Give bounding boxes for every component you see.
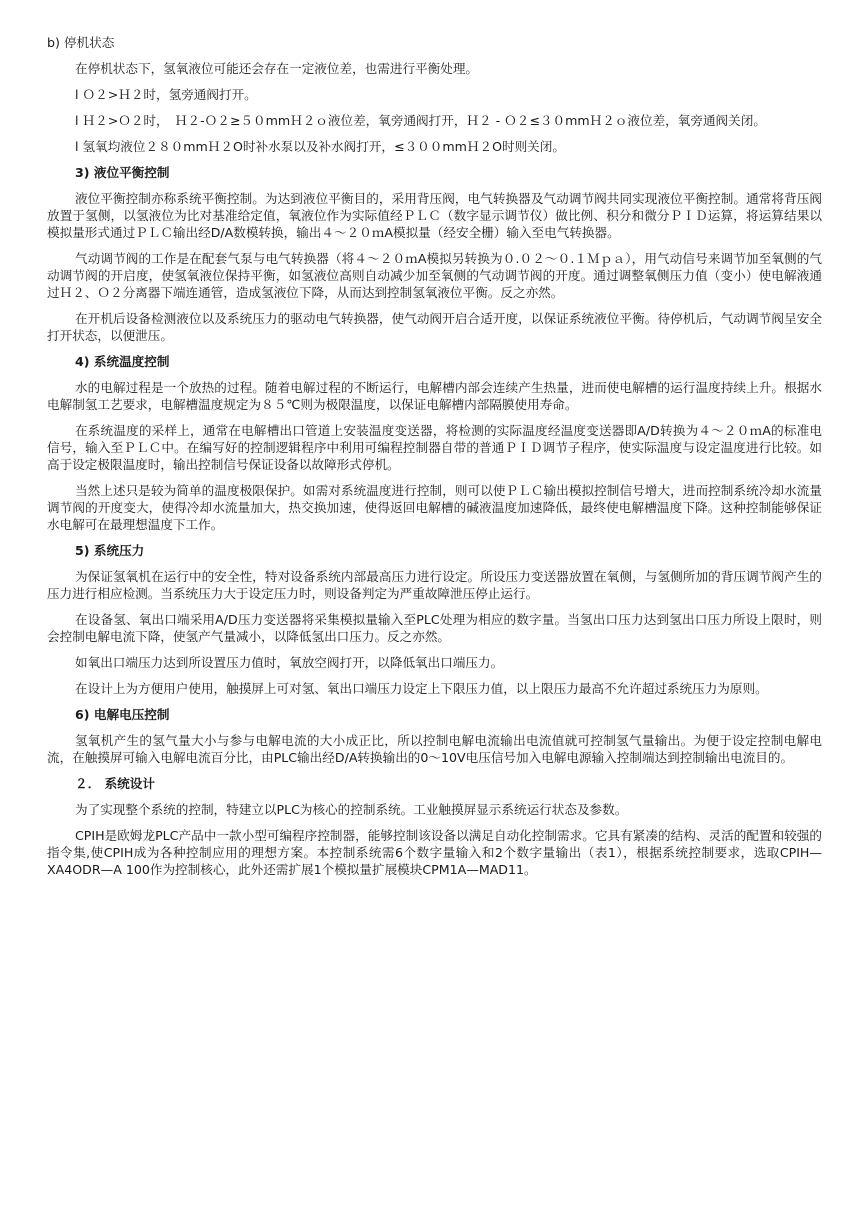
paragraph: 液位平衡控制亦称系统平衡控制。为达到液位平衡目的，采用背压阀，电气转换器及气动调节阀共同实现液位平衡控制。通常将背压阀放置于氢侧，以氢液位为比对基准给定值，氧液位作为实际值经ＰＬＣ（数字显示调节仪）做比例、积分和微分ＰＩＤ运算，将运算结果以模拟量形式通过ＰＬＣ输出经D/A数模转换，输出４～２０ｍA模拟量（经安全栅）输入至电气转换器。 xyxy=(47,191,822,240)
paragraph: 在系统温度的采样上，通常在电解槽出口管道上安装温度变送器，将检测的实际温度经温度变送器即A/D转换为４～２０ｍA的标准电信号，输入至ＰＬＣ中。在编写好的控制逻辑程序中利用可编程控制器自带的普通ＰＩＤ调节子程序，使实际温度与设定温度进行比较。如高于设定极限温度时，输出控制信号保证设备以故障形式停机。 xyxy=(47,423,822,472)
paragraph: 在开机后设备检测液位以及系统压力的驱动电气转换器，使气动阀开启合适开度，以保证系统液位平衡。待停机后，气动调节阀呈安全打开状态，以便泄压。 xyxy=(47,311,822,343)
bullet-item-2: l Ｈ２>Ｏ２时， Ｈ２-Ｏ２≥５０mmＨ２ｏ液位差，氧旁通阀打开，Ｈ２ - Ｏ２≤３０mmＨ２ｏ液位差，氧旁通阀关闭。 xyxy=(75,113,766,128)
section-b-title: b) 停机状态 xyxy=(47,35,115,50)
paragraph: 如氧出口端压力达到所设置压力值时，氧放空阀打开，以降低氧出口端压力。 xyxy=(75,655,504,670)
paragraph: 当然上述只是较为简单的温度极限保护。如需对系统温度进行控制，则可以使ＰＬＣ输出模拟控制信号增大，进而控制系统冷却水流量调节阀的开度变大，使得冷却水流量加大，热交换加速，使得返回电解槽的碱液温度加速降低，最终使电解槽温度下降。这种控制能够保证水电解可在最理想温度下工作。 xyxy=(47,483,822,532)
paragraph: 在设计上为方便用户使用，触摸屏上可对氢、氧出口端压力设定上下限压力值，以上限压力最高不允许超过系统压力为原则。 xyxy=(75,681,768,696)
paragraph: 气动调节阀的工作是在配套气泵与电气转换器（将４～２０ｍA模拟另转换为０.０２～０.１Ｍｐａ），用气动信号来调节加至氧侧的气动调节阀的开启度，使氢氧液位保持平衡，如氢液位高则自动减少加至氧侧的气动调节阀的开度。通过调整氧侧压力值（变小）使电解液通过Ｈ２、Ｏ２分离器下端连通管，造成氢液位下降，从而达到控制氢氧液位平衡。反之亦然。 xyxy=(47,251,822,300)
paragraph: 在设备氢、氧出口端采用A/D压力变送器将采集模拟量输入至PLC处理为相应的数字量。当氢出口压力达到氢出口压力所设上限时，则会控制电解电流下降，使氢产气量减小，以降低氢出口压力。反之亦然。 xyxy=(47,612,822,644)
section-3-title: 3) 液位平衡控制 xyxy=(75,165,170,180)
section-b-intro: 在停机状态下，氢氧液位可能还会存在一定液位差，也需进行平衡处理。 xyxy=(75,61,478,76)
bullet-item-3: l 氢氧均液位２８０mmＨ２O时补水泵以及补水阀打开，≤３００mmＨ２O时则关闭。 xyxy=(75,139,565,154)
section-4-title: 4) 系统温度控制 xyxy=(75,354,170,369)
section-6-title: 6) 电解电压控制 xyxy=(75,707,170,722)
bullet-item-1: l Ｏ２>Ｈ２时，氢旁通阀打开。 xyxy=(75,87,257,102)
paragraph: 水的电解过程是一个放热的过程。随着电解过程的不断运行，电解槽内部会连续产生热量，进而使电解槽的运行温度持续上升。根据水电解制氢工艺要求，电解槽温度规定为８５℃则为极限温度，以保证电解槽内部隔膜使用寿命。 xyxy=(47,380,822,412)
paragraph: CPIH是欧姆龙PLC产品中一款小型可编程序控制器，能够控制该设备以满足自动化控制需求。它具有紧凑的结构、灵活的配置和较强的指令集,使CPIH成为各种控制应用的理想方案。本控制系统需6个数字量输入和2个数字量输出（表1），根据系统控制要求，选取CPIH—XA4ODR—A 100作为控制核心，此外还需扩展1个模拟量扩展模块CPM1A—MAD11。 xyxy=(47,828,822,877)
section-5-title: 5) 系统压力 xyxy=(75,543,145,558)
document-page xyxy=(47,34,822,887)
paragraph: 为保证氢氧机在运行中的安全性，特对设备系统内部最高压力进行设定。所设压力变送器放置在氧侧，与氢侧所加的背压调节阀产生的压力进行相应检测。当系统压力大于设定压力时，则设备判定为严重故障泄压停止运行。 xyxy=(47,569,822,601)
section-2-title: ２． 系统设计 xyxy=(75,776,155,791)
paragraph: 氢氧机产生的氢气量大小与参与电解电流的大小成正比，所以控制电解电流输出电流值就可控制氢气量输出。为便于设定控制电解电流，在触摸屏可输入电解电流百分比，由PLC输出经D/A转换输出的0～10V电压信号加入电解电源输入控制端达到控制输出电流目的。 xyxy=(47,733,822,765)
paragraph: 为了实现整个系统的控制，特建立以PLC为核心的控制系统。工业触摸屏显示系统运行状态及参数。 xyxy=(75,802,628,817)
